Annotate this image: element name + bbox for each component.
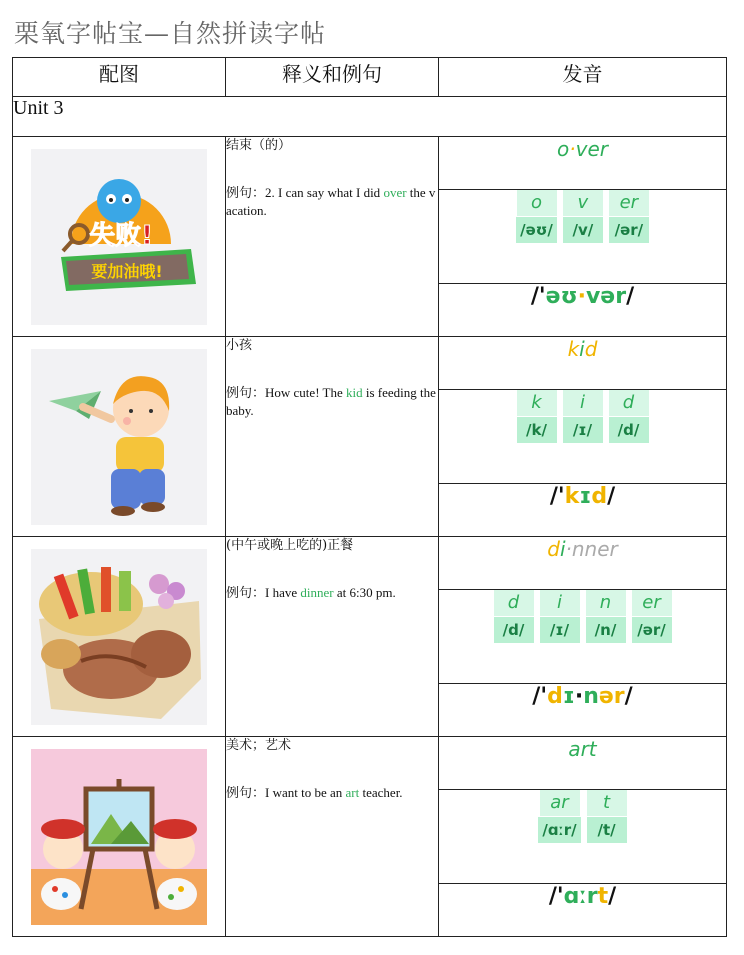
- definition-cell: [226, 137, 439, 337]
- example-sentence: [226, 584, 438, 602]
- unit-label: Unit 3: [13, 97, 727, 137]
- example-after: is feeding the baby.: [226, 385, 436, 418]
- ipa-transcription: /'dɪ·nər/: [439, 684, 727, 737]
- phonics-tile: er /ər/: [632, 590, 672, 643]
- ipa-transcription: /'ɑːrt/: [439, 884, 727, 937]
- example-sentence: [226, 784, 438, 802]
- phonics-tiles: [439, 790, 727, 884]
- phonics-tile: ar /ɑːr/: [538, 790, 580, 843]
- header-row: [13, 58, 727, 97]
- example-before: I want to be an: [265, 785, 346, 800]
- entry-row: [13, 137, 727, 190]
- kid-paper-plane-image: [31, 349, 207, 525]
- picture-cell: [13, 137, 226, 337]
- picture-cell: [13, 737, 226, 937]
- worksheet-table: [12, 57, 727, 937]
- meaning-text: 结束（的）: [226, 138, 292, 153]
- phonics-tiles: [439, 390, 727, 484]
- syllable-word: di·nner: [439, 537, 727, 590]
- header-pronunciation: 发音: [439, 58, 727, 97]
- unit-row: [13, 97, 727, 137]
- encouragement-image: [31, 149, 207, 325]
- syllable-word: art: [439, 737, 727, 790]
- phonics-tiles: [439, 590, 727, 684]
- example-label: 例句：: [226, 186, 266, 201]
- phonics-tile: i /ɪ/: [563, 390, 603, 443]
- example-sentence: [226, 184, 438, 219]
- example-label: 例句：: [226, 386, 266, 401]
- example-after: teacher.: [359, 785, 403, 800]
- definition-cell: [226, 537, 439, 737]
- example-before: I have: [265, 585, 301, 600]
- picture-cell: [13, 537, 226, 737]
- phonics-tile: v /v/: [563, 190, 603, 243]
- meaning-text: 美术；艺术: [226, 738, 292, 753]
- example-before: How cute! The: [265, 385, 346, 400]
- entry-row: [13, 337, 727, 390]
- ipa-transcription: /'əʊ·vər/: [439, 284, 727, 337]
- phonics-tile: k /k/: [517, 390, 557, 443]
- example-keyword: kid: [346, 385, 363, 400]
- ipa-transcription: /'kɪd/: [439, 484, 727, 537]
- example-label: 例句：: [226, 786, 266, 801]
- example-after: at 6:30 pm.: [333, 585, 396, 600]
- example-after: the vacation.: [226, 185, 436, 218]
- definition-cell: [226, 337, 439, 537]
- syllable-word: o·ver: [439, 137, 727, 190]
- entry-row: [13, 537, 727, 590]
- phonics-tile: n /n/: [586, 590, 626, 643]
- example-sentence: [226, 384, 438, 419]
- phonics-tiles: [439, 190, 727, 284]
- example-keyword: over: [383, 185, 407, 200]
- phonics-tile: i /ɪ/: [540, 590, 580, 643]
- svg-text:要加油哦!: 要加油哦!: [91, 262, 163, 281]
- dinner-bento-image: [31, 549, 207, 725]
- example-label: 例句：: [226, 586, 266, 601]
- art-kids-image: [31, 749, 207, 925]
- header-definition: 释义和例句: [226, 58, 439, 97]
- entry-row: [13, 737, 727, 790]
- phonics-tile: t /t/: [587, 790, 627, 843]
- meaning-text: (中午或晚上吃的)正餐: [226, 538, 354, 553]
- phonics-tile: d /d/: [609, 390, 649, 443]
- syllable-word: kid: [439, 337, 727, 390]
- example-keyword: art: [345, 785, 360, 800]
- definition-cell: [226, 737, 439, 937]
- phonics-tile: o /əʊ/: [516, 190, 557, 243]
- picture-cell: [13, 337, 226, 537]
- phonics-tile: d /d/: [494, 590, 534, 643]
- page-title: 栗氧字帖宝—自然拼读字帖: [14, 19, 327, 48]
- meaning-text: 小孩: [226, 338, 253, 353]
- svg-text:失败!: 失败!: [89, 221, 153, 251]
- phonics-tile: er /ər/: [609, 190, 649, 243]
- header-picture: 配图: [13, 58, 226, 97]
- example-keyword: dinner: [300, 585, 334, 600]
- example-before: 2. I can say what I did: [265, 185, 384, 200]
